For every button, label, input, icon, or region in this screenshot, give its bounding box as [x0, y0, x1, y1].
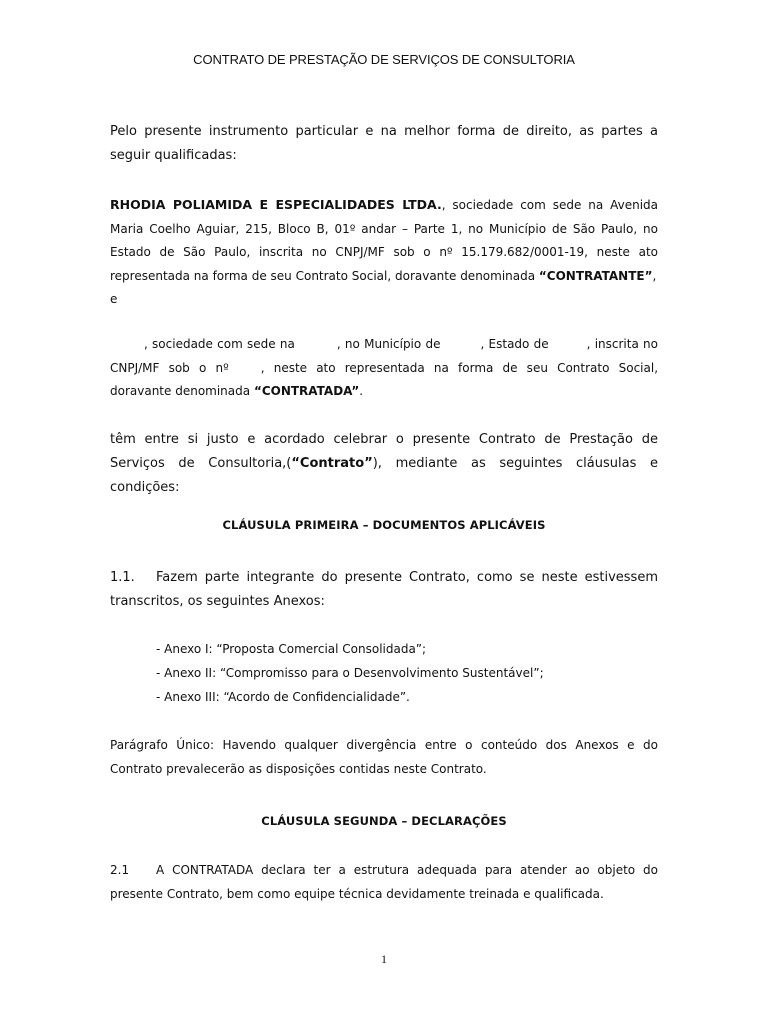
contratante-tail: ,	[652, 268, 657, 283]
clause-1-heading: CLÁUSULA PRIMEIRA – DOCUMENTOS APLICÁVEIS	[222, 518, 546, 532]
contratada-part-4: , inscrita no CNPJ/MF sob o nº	[110, 337, 658, 375]
contratada-tail: .	[359, 384, 364, 398]
contratada-part-5: , neste ato representada na forma de seu Contrato Social, doravante denominada	[110, 360, 659, 398]
contratada-part-3: , Estado de	[480, 337, 549, 351]
contratante-role: “CONTRATANTE”	[538, 268, 653, 283]
clause-2-item-number: 2.1	[110, 863, 130, 877]
annex-item: - Anexo I: “Proposta Comercial Consolidada”;	[156, 642, 427, 656]
annex-item: - Anexo III: “Acordo de Confidencialidade”.	[156, 690, 410, 704]
agreement-term: “Contrato”	[291, 456, 373, 471]
agreement-tail: ), mediante as seguintes cláusulas e condições:	[110, 456, 658, 495]
clause-2-item	[110, 859, 658, 906]
clause-2-item-text: A CONTRATADA declara ter a estrutura adequada para atender ao objeto do presente Contrato, bem como equipe técnica devidamente treinada e qualificada.	[110, 863, 658, 901]
agreement-text: têm entre si justo e acordado celebrar o presente Contrato de Prestação de Serviços de Consultoria,(	[110, 432, 658, 471]
contratada-part-2: , no Município de	[336, 337, 441, 351]
contratada-role: “CONTRATADA”	[253, 384, 360, 398]
intro-paragraph: Pelo presente instrumento particular e na melhor forma de direito, as partes a seguir qualificadas:	[110, 124, 658, 163]
clause-1-sole-paragraph: Parágrafo Único: Havendo qualquer divergência entre o conteúdo dos Anexos e do Contrato prevalecerão as disposições contidas neste Contrato.	[110, 738, 658, 776]
contratante-paragraph	[110, 193, 658, 312]
clause-1-item	[110, 566, 658, 614]
contratada-part-1: , sociedade com sede na	[144, 337, 295, 351]
clause-2-heading: CLÁUSULA SEGUNDA – DECLARAÇÕES	[261, 814, 507, 828]
clause-1-item-text: Fazem parte integrante do presente Contrato, como se neste estivessem transcritos, os seguintes Anexos:	[110, 570, 658, 609]
page-number: 1	[381, 952, 387, 966]
annex-list	[156, 637, 544, 709]
contratada-paragraph	[110, 333, 658, 404]
agreement-paragraph	[110, 428, 658, 500]
clause-1-item-number: 1.1.	[110, 570, 135, 585]
and-connector: e	[110, 292, 118, 306]
contratante-name: RHODIA POLIAMIDA E ESPECIALIDADES LTDA.	[110, 197, 442, 212]
annex-item: - Anexo II: “Compromisso para o Desenvolvimento Sustentável”;	[156, 666, 544, 680]
document-title: CONTRATO DE PRESTAÇÃO DE SERVIÇOS DE CONSULTORIA	[193, 52, 575, 67]
contratante-text: , sociedade com sede na Avenida Maria Coelho Aguiar, 215, Bloco B, 01º andar – Parte 1, no Município de São Paulo, no Estado de São Paulo, inscrita no CNPJ/MF sob o nº 15.179.682/0001-19, neste ato representada na forma de seu Contrato Social, doravante denominada	[110, 198, 659, 283]
